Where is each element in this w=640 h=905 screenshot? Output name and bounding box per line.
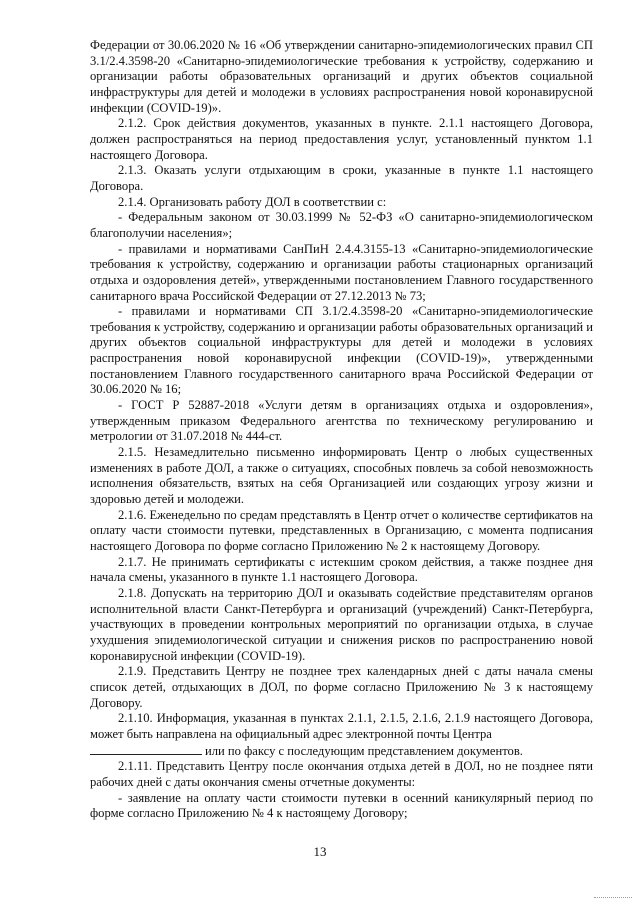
paragraph-2-1-8: 2.1.8. Допускать на территорию ДОЛ и оказывать содействие представителям органов исполнительной власти Санкт-Петербурга и организаций (учреждений) Санкт-Петербурга, участвующих в проведении контрольных мероприятий по организации отдыха, в случае ухудшения эпидемиологической ситуации и снижения рисков по распространению новой коронавирусной инфекции (COVID-19).	[90, 585, 593, 663]
paragraph-2-1-5: 2.1.5. Незамедлительно письменно информировать Центр о любых существенных изменениях в работе ДОЛ, а также о ситуациях, способных повлечь за собой невозможность исполнения обязательств, взятых на себя Организацией или создающих угрозу жизни и здоровью детей и молодежи.	[90, 445, 593, 507]
paragraph-2-1-2: 2.1.2. Срок действия документов, указанных в пункте. 2.1.1 настоящего Договора, должен распространяться на период предоставления услуг, установленный пунктом 1.1 настоящего Договора.	[90, 116, 593, 162]
paragraph-2-1-10-tail: или по факсу с последующим представлением документов.	[205, 743, 523, 758]
list-item-sp: - правилами и нормативами СП 3.1/2.4.3598-20 «Санитарно-эпидемиологические требования к устройству, содержанию и организации работы образовательных организаций и других объектов социальной инфраструктуры для детей и молодежи в условиях распространения новой коронавирусной инфекции (COVID-19)», утвержденными постановлением Главного государственного санитарного врача Российской Федерации от 30.06.2020 № 16;	[90, 304, 593, 397]
list-item-federal-law: - Федеральным законом от 30.03.1999 № 52-ФЗ «О санитарно-эпидемиологическом благополучии населения»;	[90, 210, 593, 240]
list-item-sanpin: - правилами и нормативами СанПиН 2.4.4.3155-13 «Санитарно-эпидемиологические требования к устройству, содержанию и организации работы стационарных организаций отдыха и оздоровления детей», утвержденными постановлением Главного государственного санитарного врача Российской Федерации от 27.12.2013 № 73;	[90, 241, 593, 303]
paragraph-2-1-10: 2.1.10. Информация, указанная в пунктах 2.1.1, 2.1.5, 2.1.6, 2.1.9 настоящего Договора, может быть направлена на официальный адрес электронной почты Центра	[90, 711, 593, 741]
paragraph-2-1-9: 2.1.9. Представить Центру не позднее трех календарных дней с даты начала смены список детей, отдыхающих в ДОЛ, по форме согласно Приложению № 3 к настоящему Договору.	[90, 664, 593, 710]
paragraph-intro: Федерации от 30.06.2020 № 16 «Об утверждении санитарно-эпидемиологических правил СП 3.1/2.4.3598-20 «Санитарно-эпидемиологические требования к устройству, содержанию и организации работы образовательных организаций и других объектов социальной инфраструктуры для детей и молодежи в условиях распространения новой коронавирусной инфекции (COVID-19)».	[90, 38, 593, 115]
paragraph-2-1-7: 2.1.7. Не принимать сертификаты с истекшим сроком действия, а также позднее дня начала смены, указанного в пункте 1.1 настоящего Договора.	[90, 554, 593, 585]
paragraph-2-1-6: 2.1.6. Еженедельно по средам представлять в Центр отчет о количестве сертификатов на оплату части стоимости путевки, представленных в Организацию, с момента подписания настоящего Договора по форме согласно Приложению № 2 к настоящему Договору.	[90, 507, 593, 553]
scan-mark	[594, 897, 632, 900]
paragraph-2-1-3: 2.1.3. Оказать услуги отдыхающим в сроки, указанные в пункте 1.1 настоящего Договора.	[90, 163, 593, 193]
page-number: 13	[313, 844, 327, 859]
document-body	[90, 38, 593, 822]
paragraph-2-1-11: 2.1.11. Представить Центру после окончания отдыха детей в ДОЛ, но не позднее пяти рабочих дней с даты окончания смены отчетные документы:	[90, 759, 593, 789]
paragraph-2-1-10-continuation	[90, 743, 593, 760]
list-item-application: - заявление на оплату части стоимости путевки в осенний каникулярный период по форме согласно Приложению № 4 к настоящему Договору;	[90, 790, 593, 821]
paragraph-2-1-4: 2.1.4. Организовать работу ДОЛ в соответствии с:	[118, 194, 387, 209]
list-item-gost: - ГОСТ Р 52887-2018 «Услуги детям в организациях отдыха и оздоровления», утвержденным приказом Федерального агентства по техническому регулированию и метрологии от 31.07.2018 № 444-ст.	[90, 398, 593, 444]
email-blank-line	[90, 743, 202, 755]
